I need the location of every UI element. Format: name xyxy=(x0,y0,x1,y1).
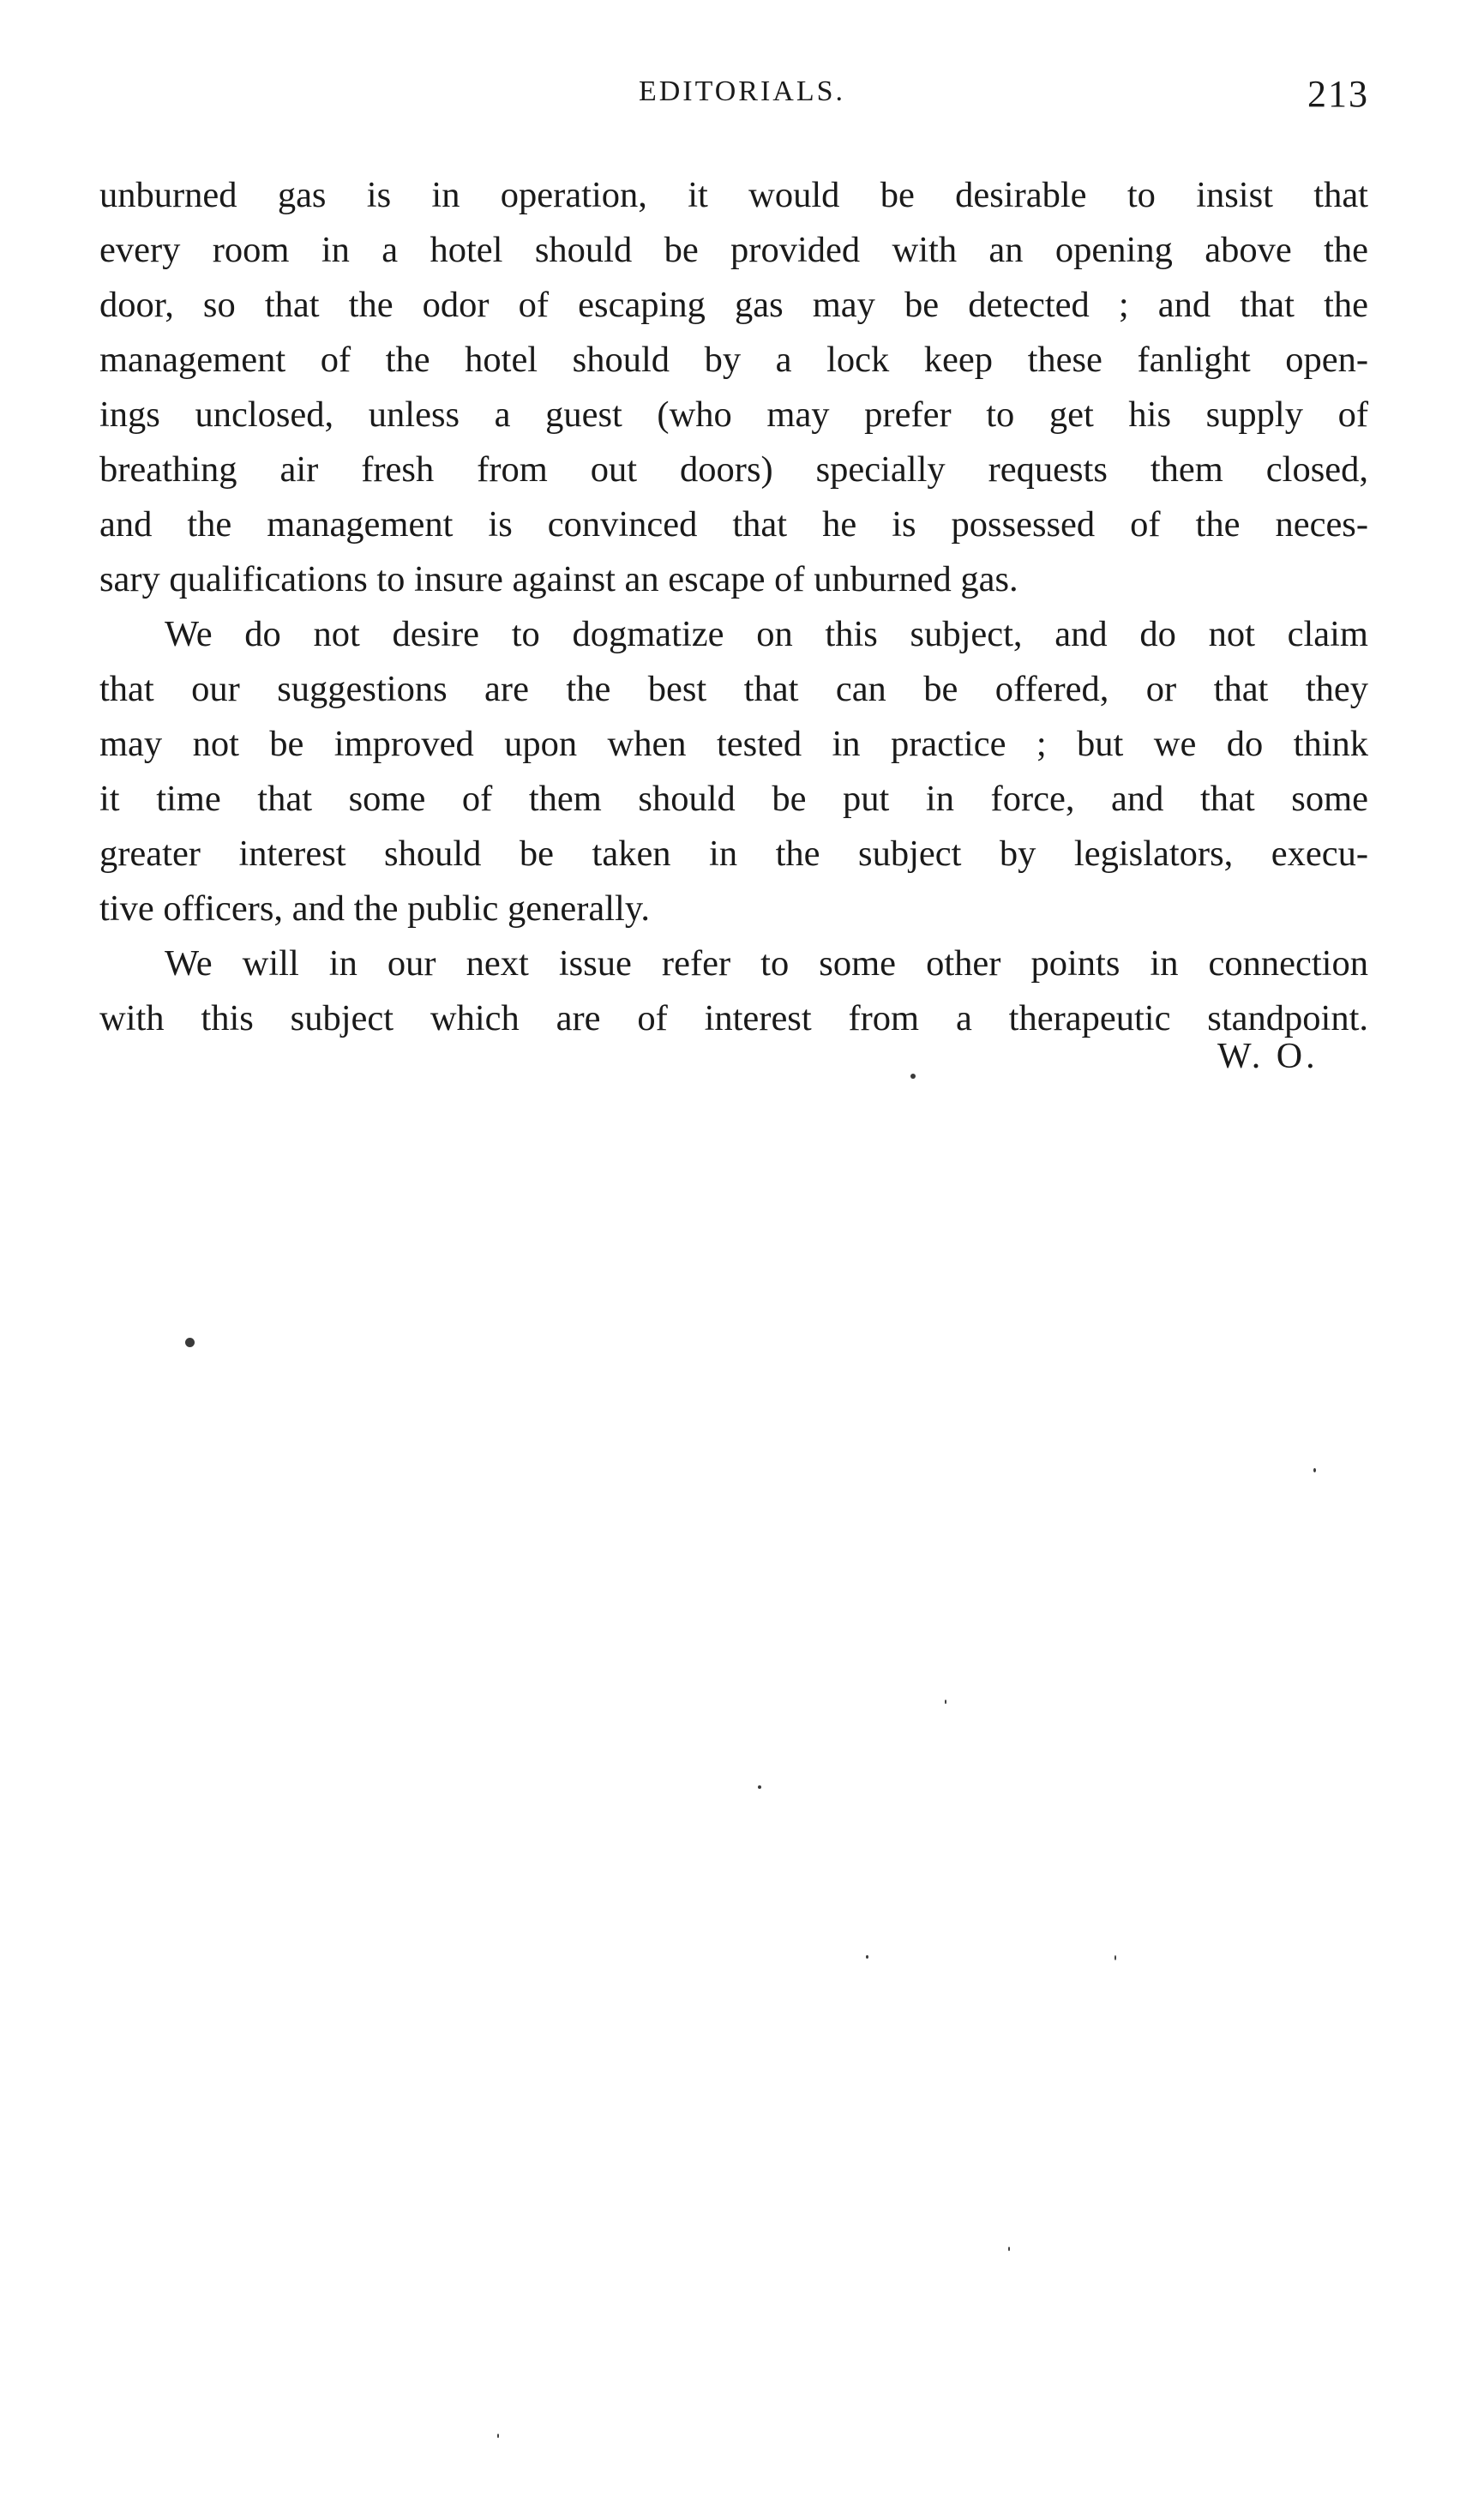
text-line: We will in our next issue refer to some other points in connection xyxy=(165,943,1368,984)
signature: W. O. xyxy=(1217,1037,1319,1076)
text-line: every room in a hotel should be provided with an opening above the xyxy=(99,230,1368,270)
text-line: sary qualifications to insure against an escape of unburned gas. xyxy=(99,559,1018,599)
text-line: unburned gas is in operation, it would be desirable to insist that xyxy=(99,175,1368,215)
scan-speck xyxy=(945,1700,946,1704)
scan-speck xyxy=(1115,1955,1116,1960)
paragraph-2 xyxy=(99,607,1368,936)
text-line: door, so that the odor of escaping gas may be detected ; and that the xyxy=(99,285,1368,325)
paragraph-3 xyxy=(99,936,1368,1046)
text-line: with this subject which are of interest from a therapeutic standpoint. xyxy=(99,998,1368,1038)
text-line: and the management is convinced that he is possessed of the neces- xyxy=(99,504,1368,545)
scan-speck xyxy=(185,1338,195,1347)
running-head xyxy=(0,75,1484,127)
text-line: tive officers, and the public generally. xyxy=(99,888,650,929)
text-line: breathing air fresh from out doors) specially requests them closed, xyxy=(99,449,1368,490)
text-line: it time that some of them should be put in force, and that some xyxy=(99,779,1368,819)
scan-speck xyxy=(1008,2247,1010,2251)
text-line: ings unclosed, unless a guest (who may prefer to get his supply of xyxy=(99,394,1368,435)
scan-speck xyxy=(1313,1468,1316,1472)
page-number: 213 xyxy=(1307,73,1369,115)
text-line: may not be improved upon when tested in practice ; but we do think xyxy=(99,724,1368,764)
body-text xyxy=(99,168,1368,1046)
text-line: that our suggestions are the best that can be offered, or that they xyxy=(99,669,1368,709)
scan-speck xyxy=(866,1955,868,1959)
running-title: EDITORIALS. xyxy=(638,75,846,107)
scan-speck xyxy=(758,1785,761,1789)
text-line: greater interest should be taken in the subject by legislators, execu- xyxy=(99,834,1368,874)
scan-speck xyxy=(910,1074,916,1079)
text-line: We do not desire to dogmatize on this subject, and do not claim xyxy=(165,614,1368,654)
paragraph-1 xyxy=(99,168,1368,607)
text-line: management of the hotel should by a lock keep these fanlight open- xyxy=(99,340,1368,380)
scan-speck xyxy=(497,2434,499,2438)
